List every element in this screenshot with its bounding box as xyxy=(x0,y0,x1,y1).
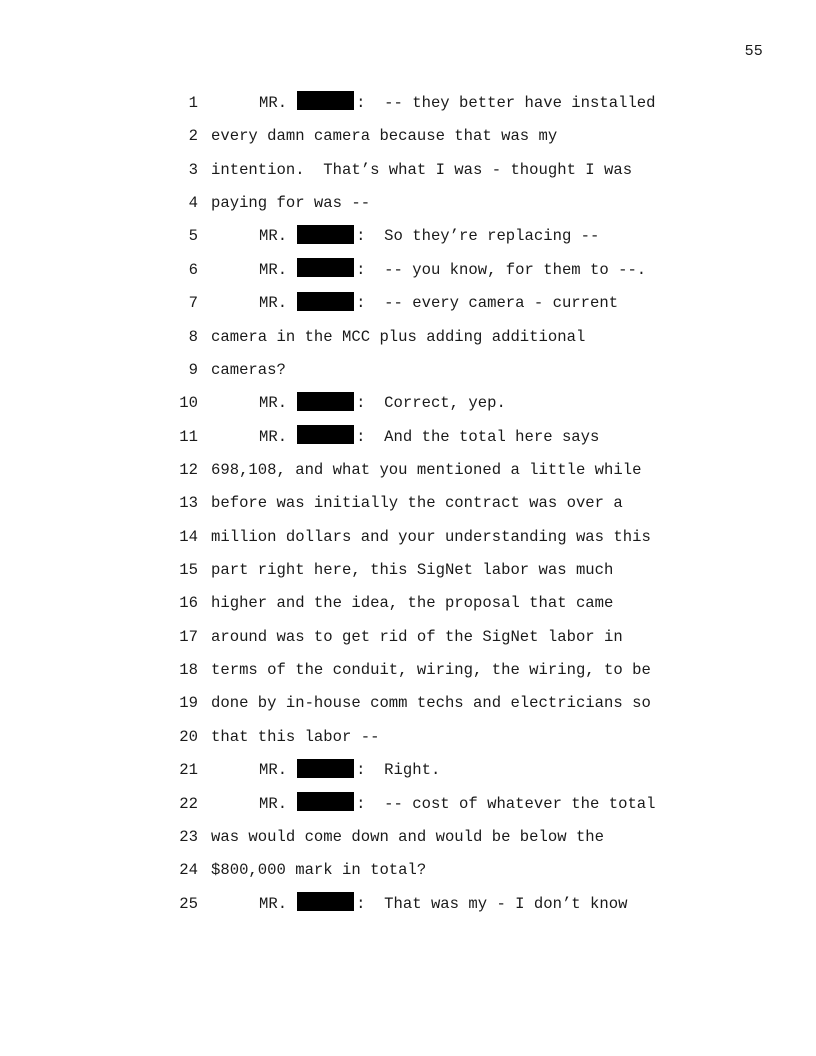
transcript-line xyxy=(0,321,816,354)
continuation-text: 698,108, and what you mentioned a little while xyxy=(211,460,642,479)
transcript-line xyxy=(0,888,816,921)
redaction-box xyxy=(297,425,354,444)
continuation-text: around was to get rid of the SigNet labor in xyxy=(211,627,623,646)
line-number: 6 xyxy=(188,260,198,279)
speaker-title: MR. xyxy=(259,427,288,446)
line-number: 18 xyxy=(179,661,198,680)
redaction-box xyxy=(297,258,354,277)
transcript-line xyxy=(0,487,816,520)
transcript-line xyxy=(0,554,816,587)
speaker-title: MR. xyxy=(259,94,288,112)
speech-text: : Correct, yep. xyxy=(356,394,506,413)
speaker-line xyxy=(259,287,618,320)
speaker-title: MR. xyxy=(259,294,288,313)
transcript-line xyxy=(0,687,816,720)
transcript-line xyxy=(0,521,816,554)
line-number: 12 xyxy=(179,460,198,479)
transcript-line xyxy=(0,821,816,854)
line-number: 24 xyxy=(179,861,198,880)
line-number: 10 xyxy=(179,394,198,413)
line-number: 15 xyxy=(179,561,198,580)
redaction-box xyxy=(297,792,354,811)
transcript-line xyxy=(0,721,816,754)
speaker-line xyxy=(259,754,440,787)
speaker-title: MR. xyxy=(259,894,288,913)
transcript-line xyxy=(0,220,816,253)
continuation-text: every damn camera because that was my xyxy=(211,127,558,146)
speech-text: : -- cost of whatever the total xyxy=(356,794,656,813)
continuation-text: before was initially the contract was over a xyxy=(211,494,623,513)
transcript-line xyxy=(0,421,816,454)
continuation-text: camera in the MCC plus adding additional xyxy=(211,327,586,346)
speaker-line xyxy=(259,387,506,420)
transcript-line xyxy=(0,587,816,620)
redaction-box xyxy=(297,892,354,911)
speaker-title: MR. xyxy=(259,394,288,413)
line-number: 16 xyxy=(179,594,198,613)
speech-text: : And the total here says xyxy=(356,427,600,446)
transcript-line xyxy=(0,120,816,153)
line-number: 8 xyxy=(188,327,198,346)
speech-text: : -- every camera - current xyxy=(356,294,619,313)
line-number: 9 xyxy=(188,360,198,379)
line-number: 13 xyxy=(179,494,198,513)
line-number: 22 xyxy=(179,794,198,813)
transcript-line xyxy=(0,621,816,654)
line-number: 11 xyxy=(179,427,198,446)
continuation-text: that this labor -- xyxy=(211,727,380,746)
continuation-text: cameras? xyxy=(211,360,286,379)
line-number: 19 xyxy=(179,694,198,713)
speaker-title: MR. xyxy=(259,260,288,279)
redaction-box xyxy=(297,292,354,311)
line-number: 3 xyxy=(188,160,198,179)
speech-text: : So they’re replacing -- xyxy=(356,227,600,246)
redaction-box xyxy=(297,392,354,411)
transcript-line xyxy=(0,454,816,487)
speaker-title: MR. xyxy=(259,227,288,246)
transcript-line xyxy=(0,654,816,687)
line-number: 14 xyxy=(179,527,198,546)
redaction-box xyxy=(297,225,354,244)
transcript-line xyxy=(0,354,816,387)
speaker-title: MR. xyxy=(259,761,288,780)
speaker-line xyxy=(259,421,599,454)
continuation-text: done by in-house comm techs and electricians so xyxy=(211,694,651,713)
transcript-line xyxy=(0,287,816,320)
speech-text: : -- you know, for them to --. xyxy=(356,260,647,279)
continuation-text: was would come down and would be below the xyxy=(211,827,605,846)
speaker-line xyxy=(259,888,627,921)
speech-text: : That was my - I don’t know xyxy=(356,894,628,913)
line-number: 4 xyxy=(188,194,198,213)
speaker-line xyxy=(259,87,656,120)
transcript-line xyxy=(0,154,816,187)
line-number: 17 xyxy=(179,627,198,646)
speech-text: : Right. xyxy=(356,761,441,780)
speaker-line xyxy=(259,788,656,821)
line-number: 20 xyxy=(179,727,198,746)
line-number: 5 xyxy=(188,227,198,246)
speaker-line xyxy=(259,220,599,253)
speaker-title: MR. xyxy=(259,794,288,813)
transcript-body xyxy=(0,87,816,921)
transcript-line xyxy=(0,187,816,220)
transcript-line xyxy=(0,754,816,787)
transcript-line xyxy=(0,254,816,287)
continuation-text: part right here, this SigNet labor was much xyxy=(211,561,614,580)
continuation-text: intention. That’s what I was - thought I was xyxy=(211,160,633,179)
line-number: 25 xyxy=(179,894,198,913)
line-number: 23 xyxy=(179,827,198,846)
transcript-line xyxy=(0,854,816,887)
continuation-text: higher and the idea, the proposal that came xyxy=(211,594,614,613)
redaction-box xyxy=(297,759,354,778)
page-number: 55 xyxy=(744,43,763,60)
speaker-line xyxy=(259,254,646,287)
continuation-text: terms of the conduit, wiring, the wiring, to be xyxy=(211,661,651,680)
continuation-text: $800,000 mark in total? xyxy=(211,861,427,880)
transcript-line xyxy=(0,788,816,821)
transcript-line xyxy=(0,87,816,120)
continuation-text: million dollars and your understanding was this xyxy=(211,527,651,546)
redaction-box xyxy=(297,91,354,110)
speech-text: : -- they better have installed xyxy=(356,94,656,112)
line-number: 2 xyxy=(188,127,198,146)
transcript-line xyxy=(0,387,816,420)
line-number: 1 xyxy=(188,94,198,112)
line-number: 7 xyxy=(188,294,198,313)
line-number: 21 xyxy=(179,761,198,780)
continuation-text: paying for was -- xyxy=(211,194,371,213)
